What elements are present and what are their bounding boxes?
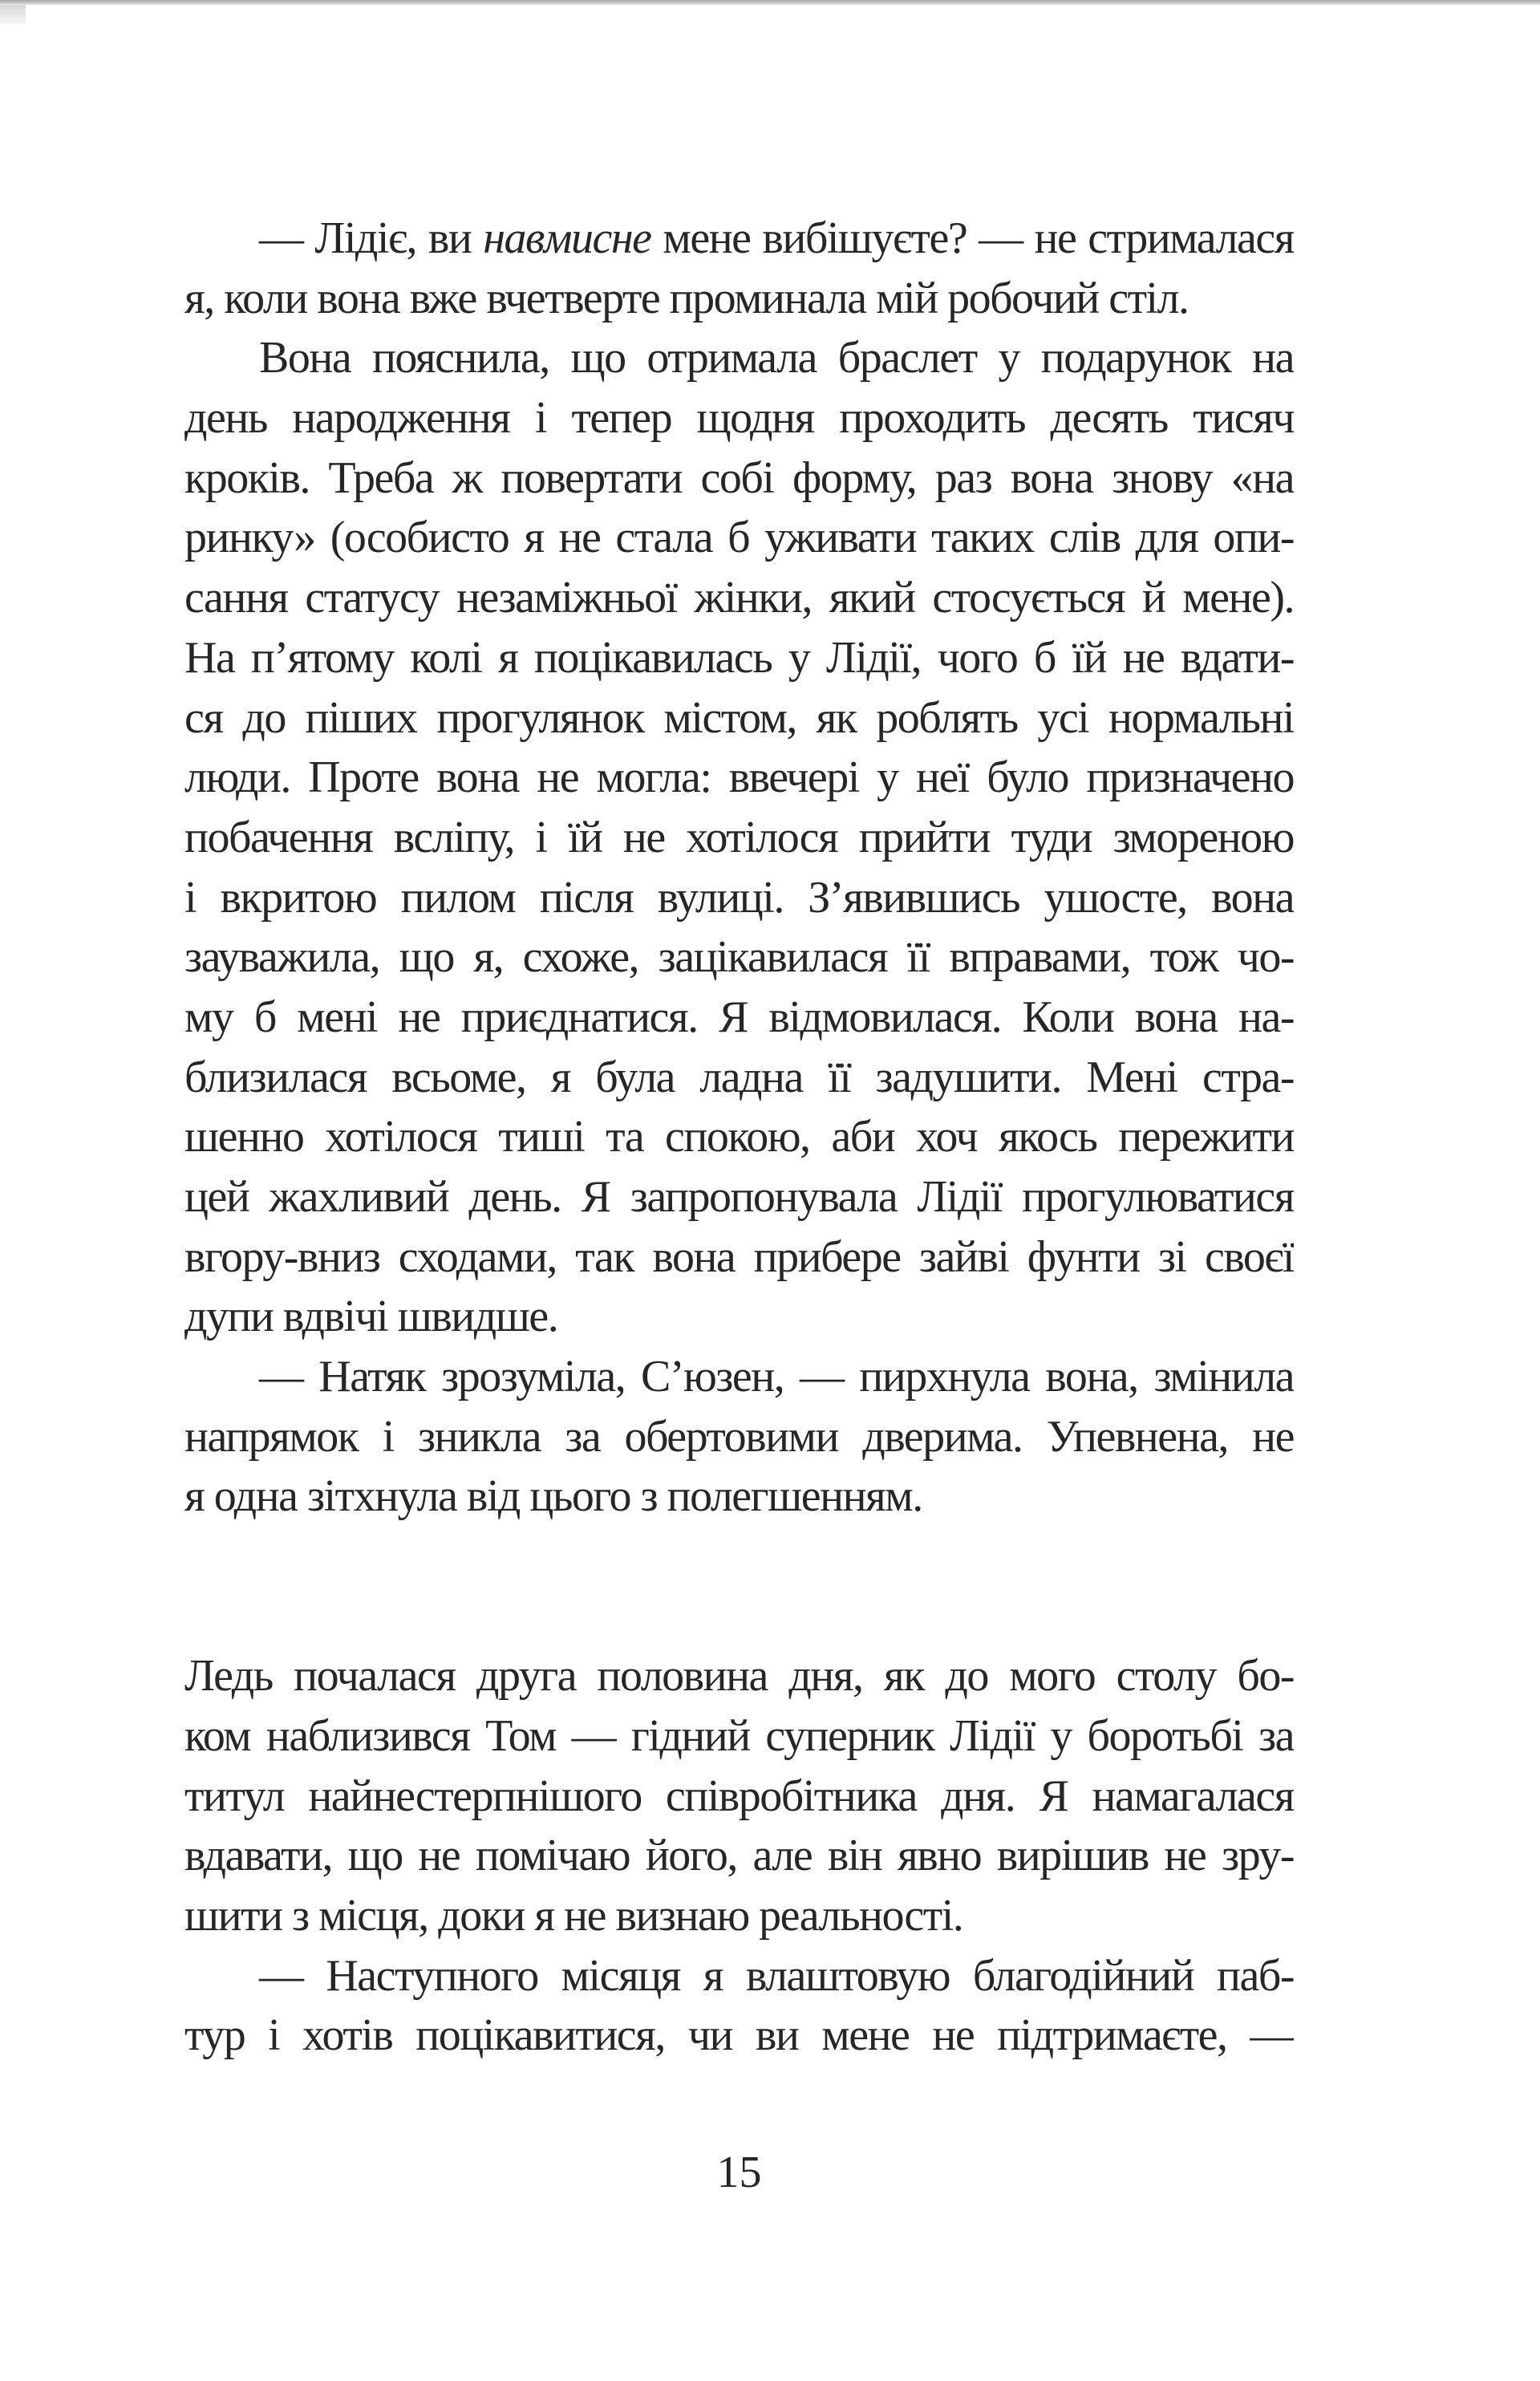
text-line: Ледь почалася друга половина дня, як до мого столу бо-	[184, 1651, 1294, 1702]
text-line: На п’ятому колі я поцікавилась у Лідії, чого б їй не вдати-	[184, 632, 1294, 683]
text-line: я одна зітхнула від цього з полегшенням.	[184, 1471, 922, 1522]
text-line: дупи вдвічі швидше.	[184, 1292, 558, 1342]
paragraph	[184, 1646, 1294, 1945]
text-line: ся до піших прогулянок містом, як роблять усі нормальні	[184, 692, 1294, 743]
paragraph	[184, 1347, 1294, 1527]
text-line: побачення всліпу, і їй не хотілося прийти туди змореною	[184, 812, 1294, 862]
text-line: я, коли вона вже вчетверте проминала мій робочий стіл.	[184, 273, 1189, 323]
text-line: вгору-вниз сходами, так вона прибере зайві фунти зі своєї	[184, 1231, 1294, 1282]
dialogue-text: мене вибішуєте? — не стрималася	[650, 213, 1294, 263]
text-line: шенно хотілося тиші та спокою, аби хоч якось пережити	[184, 1112, 1294, 1162]
text-line: люди. Проте вона не могла: ввечері у неї було призначено	[184, 752, 1294, 803]
text-line: цей жахливий день. Я запропонувала Лідії прогулюватися	[184, 1172, 1294, 1222]
section-break	[184, 1527, 1294, 1646]
text-line: Вона пояснила, що отримала браслет у подарунок на	[259, 333, 1294, 383]
text-line: титул найнестерпнішого співробітника дня. Я намагалася	[184, 1771, 1294, 1821]
text-line: день народження і тепер щодня проходить десять тисяч	[184, 393, 1294, 444]
dialogue-text: — Лідіє, ви	[259, 213, 484, 263]
text-line: кроків. Треба ж повертати собі форму, раз вона знову «на	[184, 452, 1294, 503]
text-line: сання статусу незаміжньої жінки, який стосується й мене).	[184, 573, 1294, 623]
text-line: вдавати, що не помічаю його, але він явно вирішив не зру-	[184, 1831, 1294, 1881]
page-number: 15	[716, 2148, 762, 2197]
emphasized-word: навмисне	[483, 213, 651, 263]
text-line: — Наступного місяця я влаштовую благодійний паб-	[259, 1950, 1294, 2001]
text-line: ком наблизився Том — гідний суперник Лідії у боротьбі за	[184, 1710, 1294, 1761]
text-line	[184, 209, 1294, 269]
paragraph	[184, 209, 1294, 328]
text-line: напрямок і зникла за обертовими дверима. Упевнена, не	[184, 1411, 1294, 1462]
text-line: зауважила, що я, схоже, зацікавилася її вправами, тож чо-	[184, 932, 1294, 983]
scan-edge-corner	[0, 5, 26, 26]
paragraph	[184, 1946, 1294, 2066]
page-text	[184, 209, 1294, 2066]
text-line: ринку» (особисто я не стала б уживати таких слів для опи-	[184, 513, 1294, 563]
text-line: шити з місця, доки я не визнаю реальності.	[184, 1890, 963, 1941]
scan-edge-top	[0, 0, 1540, 6]
text-line: близилася всьоме, я була ладна її задушити. Мені стра-	[184, 1052, 1294, 1102]
text-line: тур і хотів поцікавитися, чи ви мене не підтримаєте, —	[184, 2010, 1294, 2061]
text-line: — Натяк зрозуміла, С’юзен, — пирхнула вона, змінила	[259, 1352, 1294, 1402]
text-line: му б мені не приєднатися. Я відмовилася. Коли вона на-	[184, 992, 1294, 1042]
paragraph	[184, 328, 1294, 1347]
text-line: і вкритою пилом після вулиці. З’явившись ушосте, вона	[184, 872, 1294, 923]
